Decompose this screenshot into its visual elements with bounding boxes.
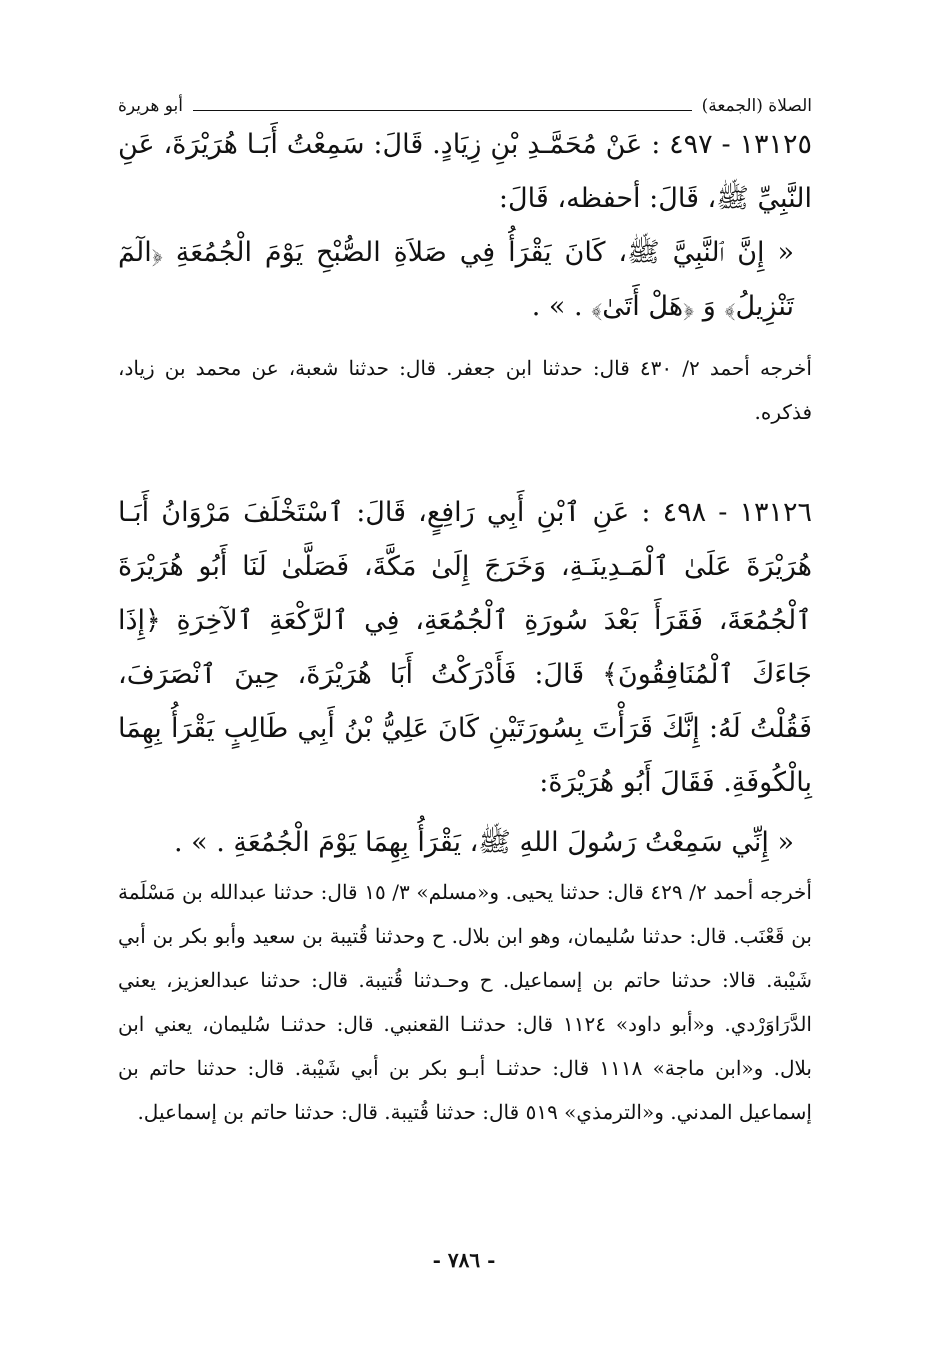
chapter-title: الصلاة (الجمعة) (701, 96, 812, 116)
page-number: - ٧٨٦ - (432, 1248, 496, 1272)
header-rule (193, 110, 692, 111)
hadith-body: عَنِ ٱبْنِ أَبِي رَافِعٍ، قَالَ: ٱسْتَخْلَفَ مَرْوَانُ أَبَـا هُرَيْرَةَ عَلَىٰ ٱلْمَـدِينَـةِ، وَخَرَجَ إِلَىٰ مَكَّةَ، فَصَلَّىٰ لَنَا أَبُو هُرَيْرَةَ ٱلْجُمُعَةَ، فَقَرَأَ بَعْدَ سُورَةِ ٱلْجُمُعَةِ، فِي ٱلرَّكْعَةِ ٱلآخِرَةِ ﴿إِذَا جَاءَكَ ٱلْمُنَافِقُونَ﴾ قَالَ: فَأَدْرَكْتُ أَبَا هُرَيْرَةَ، حِينَ ٱنْصَرَفَ، فَقُلْتُ لَهُ: إِنَّكَ قَرَأْتَ بِسُورَتَيْنِ كَانَ عَلِيُّ بْنُ أَبِي طَالِبٍ يَقْرَأُ بِهِمَا بِالْكُوفَةِ. فَقَالَ أَبُو هُرَيْرَةَ: (118, 497, 812, 798)
takhrij-note: أخرجه أحمد ٢/ ٤٣٠ قال: حدثنا ابن جعفر. قال: حدثنا شعبة، عن محمد بن زياد، فذكره. (118, 356, 812, 424)
book-page (118, 92, 812, 1134)
hadith-quote: « إِنَّ ٱلنَّبِيَّ ﷺ، كَانَ يَقْرَأُ فِي صَلاَةِ الصُّبْحِ يَوْمَ الْجُمُعَةِ ﴿الٓمٓ تَنْزِيلُ﴾ وَ ﴿هَلْ أَتَىٰ﴾ . » . (118, 237, 794, 322)
hadith-text (118, 118, 812, 226)
hadith-entry (118, 486, 812, 1134)
hadith-body: عَنْ مُحَمَّـدِ بْنِ زِيَادٍ. قَالَ: سَمِعْتُ أَبَـا هُرَيْرَةَ، عَنِ النَّبِيِّ ﷺ، قَالَ: أحفظه، قَالَ: (118, 129, 812, 214)
hadith-number: ١٣١٢٥ - ٤٩٧ : (651, 129, 812, 160)
hadith-number: ١٣١٢٦ - ٤٩٨ : (641, 497, 812, 528)
hadith-quote: « إِنِّي سَمِعْتُ رَسُولَ اللهِ ﷺ، يَقْرَأُ بِهِمَا يَوْمَ الْجُمُعَةِ . » . (174, 827, 794, 858)
running-header (118, 92, 812, 118)
hadith-entry (118, 118, 812, 434)
hadith-text (118, 486, 812, 810)
takhrij-note: أخرجه أحمد ٢/ ٤٢٩ قال: حدثنا يحيى. و«مسلم» ٣/ ١٥ قال: حدثنا عبدالله بن مَسْلَمة بن قَعْنَب. قال: حدثنا سُليمان، وهو ابن بلال. ح وحدثنا قُتيبة بن سعيد وأبو بكر بن أبي شَيْبة. قالا: حدثنا حاتم بن إسماعيل. ح وحـدثنا قُتيبة. قال: حدثنا عبدالعزيز، يعني الدَّرَاوَرْدي. و«أبو داود» ١١٢٤ قال: حدثنـا القعنبي. قال: حدثنـا سُليمان، يعني ابن بلال. و«ابن ماجة» ١١١٨ قال: حدثنـا أبـو بكر بن أبي شَيْبة. قال: حدثنا حاتم بن إسماعيل المدني. و«الترمذي» ٥١٩ قال: حدثنا قُتيبة. قال: حدثنا حاتم بن إسماعيل. (118, 880, 812, 1124)
narrator-name: أبو هريرة (118, 96, 184, 116)
